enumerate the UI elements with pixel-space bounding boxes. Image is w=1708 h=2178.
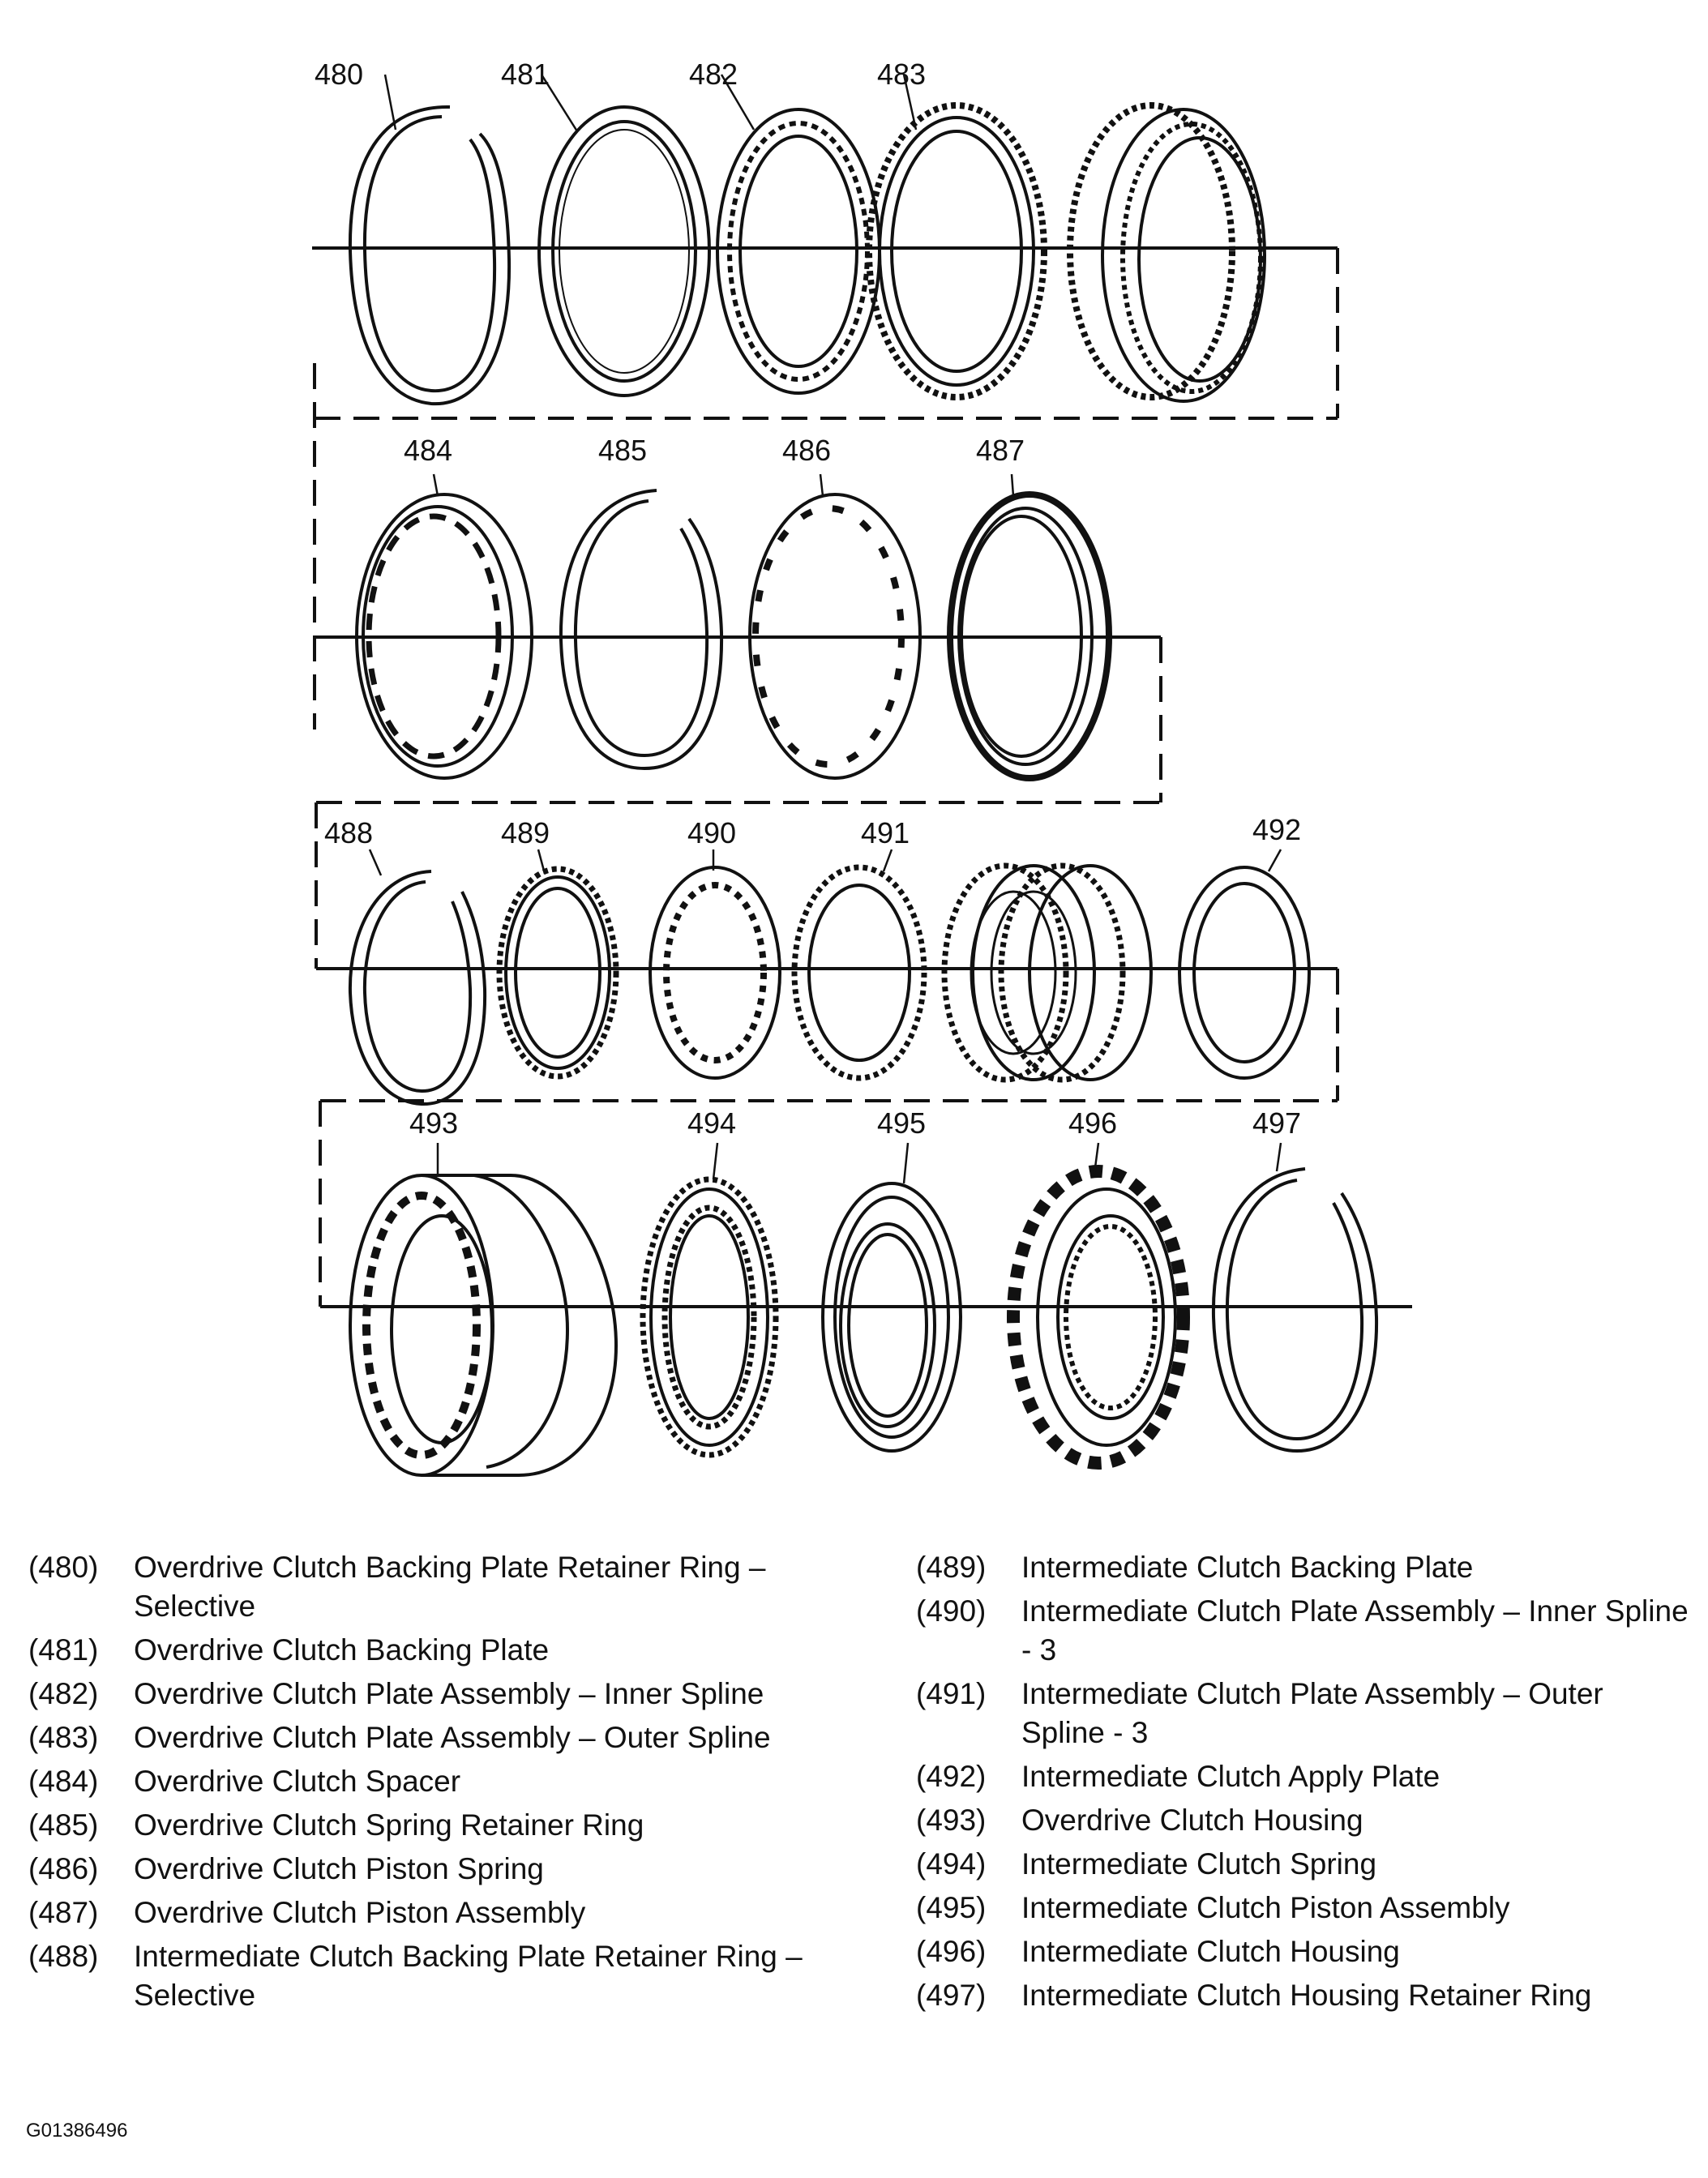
part-495-piston-assembly bbox=[823, 1183, 961, 1451]
part-488-backing-plate-retainer-ring bbox=[350, 871, 485, 1104]
part-481-backing-plate bbox=[539, 107, 709, 396]
legend-description: Intermediate Clutch Housing bbox=[1021, 1935, 1400, 1968]
legend-item bbox=[916, 1548, 1694, 1587]
callout-488: 488 bbox=[324, 816, 374, 849]
callout-485: 485 bbox=[598, 434, 648, 467]
callout-497: 497 bbox=[1252, 1106, 1302, 1140]
legend-description: Overdrive Clutch Backing Plate Retainer Ring – Selective bbox=[134, 1551, 766, 1623]
assembly-axis-lines bbox=[312, 248, 1412, 1307]
legend-number: (487) bbox=[28, 1896, 99, 1929]
legend-number: (496) bbox=[916, 1935, 987, 1968]
legend-number: (485) bbox=[28, 1808, 99, 1842]
legend-description: Overdrive Clutch Housing bbox=[1021, 1804, 1363, 1837]
legend-description: Intermediate Clutch Backing Plate Retainer Ring – Selective bbox=[134, 1940, 803, 2012]
callout-leader-488 bbox=[370, 849, 381, 875]
part-483-plate-outer-spline bbox=[869, 105, 1044, 397]
part-497-housing-retainer-ring bbox=[1214, 1169, 1376, 1451]
legend-description: Overdrive Clutch Plate Assembly – Outer Spline bbox=[134, 1721, 771, 1754]
callout-496: 496 bbox=[1068, 1106, 1118, 1140]
legend-item bbox=[916, 1976, 1694, 2015]
legend-description: Overdrive Clutch Piston Spring bbox=[134, 1852, 544, 1885]
legend-description: Overdrive Clutch Spacer bbox=[134, 1765, 461, 1798]
legend-number: (481) bbox=[28, 1633, 99, 1667]
callout-480: 480 bbox=[315, 58, 364, 91]
callout-487: 487 bbox=[976, 434, 1025, 467]
figure-id: G01386496 bbox=[26, 2120, 128, 2142]
callout-492: 492 bbox=[1252, 813, 1302, 846]
callout-leader-489 bbox=[538, 849, 545, 874]
callout-leader-492 bbox=[1269, 849, 1281, 871]
callout-leader-480 bbox=[385, 75, 396, 130]
legend-number: (482) bbox=[28, 1677, 99, 1710]
callout-494: 494 bbox=[687, 1106, 737, 1140]
legend-number: (484) bbox=[28, 1765, 99, 1798]
legend-description: Overdrive Clutch Plate Assembly – Inner Spline bbox=[134, 1677, 764, 1710]
legend-left-column bbox=[28, 1548, 807, 2020]
legend-description: Intermediate Clutch Plate Assembly – Outer Spline - 3 bbox=[1021, 1677, 1603, 1749]
callout-482: 482 bbox=[689, 58, 738, 91]
legend-item bbox=[28, 1850, 807, 1889]
legend-item bbox=[916, 1757, 1694, 1796]
legend-number: (486) bbox=[28, 1852, 99, 1885]
legend-item bbox=[916, 1932, 1694, 1971]
part-490-491-plate-stack bbox=[944, 866, 1151, 1080]
callout-489: 489 bbox=[501, 816, 550, 849]
legend-number: (491) bbox=[916, 1677, 987, 1710]
legend-number: (490) bbox=[916, 1594, 987, 1628]
part-492-apply-plate bbox=[1179, 867, 1309, 1078]
legend-item bbox=[916, 1801, 1694, 1840]
callout-leader-486 bbox=[820, 474, 823, 496]
part-489-backing-plate bbox=[499, 869, 616, 1076]
part-480-retainer-ring bbox=[350, 107, 509, 404]
callout-leader-487 bbox=[1012, 474, 1013, 496]
part-483-plate-stack bbox=[1070, 105, 1265, 401]
part-496-intermediate-clutch-housing bbox=[1013, 1171, 1184, 1463]
legend-number: (488) bbox=[28, 1940, 99, 1973]
part-485-spring-retainer-ring bbox=[561, 490, 721, 768]
legend-item bbox=[28, 1718, 807, 1757]
legend-description: Intermediate Clutch Spring bbox=[1021, 1847, 1377, 1881]
legend-number: (497) bbox=[916, 1979, 987, 2012]
legend-description: Intermediate Clutch Piston Assembly bbox=[1021, 1891, 1510, 1924]
part-491-plate-outer-spline bbox=[794, 867, 924, 1078]
legend-item bbox=[28, 1806, 807, 1845]
legend-number: (483) bbox=[28, 1721, 99, 1754]
callout-leader-484 bbox=[434, 474, 438, 496]
callout-491: 491 bbox=[861, 816, 910, 849]
part-490-plate-inner-spline bbox=[650, 867, 780, 1078]
legend-right-column bbox=[916, 1548, 1694, 2020]
legend-description: Overdrive Clutch Piston Assembly bbox=[134, 1896, 586, 1929]
legend-item bbox=[28, 1893, 807, 1932]
legend-number: (495) bbox=[916, 1891, 987, 1924]
legend-item bbox=[916, 1845, 1694, 1884]
callout-leader-491 bbox=[884, 849, 892, 871]
legend-item bbox=[916, 1675, 1694, 1752]
legend-item bbox=[28, 1548, 807, 1626]
callout-490: 490 bbox=[687, 816, 737, 849]
legend-description: Intermediate Clutch Apply Plate bbox=[1021, 1760, 1440, 1793]
callout-493: 493 bbox=[409, 1106, 459, 1140]
legend-description: Intermediate Clutch Housing Retainer Ring bbox=[1021, 1979, 1592, 2012]
legend-number: (493) bbox=[916, 1804, 987, 1837]
legend-description: Overdrive Clutch Backing Plate bbox=[134, 1633, 550, 1667]
callout-495: 495 bbox=[877, 1106, 927, 1140]
legend-item bbox=[28, 1762, 807, 1801]
legend-number: (492) bbox=[916, 1760, 987, 1793]
callout-leader-494 bbox=[713, 1143, 717, 1179]
legend-number: (494) bbox=[916, 1847, 987, 1881]
part-494-intermediate-spring bbox=[643, 1179, 776, 1455]
callout-leader-497 bbox=[1277, 1143, 1281, 1171]
legend-description: Intermediate Clutch Backing Plate bbox=[1021, 1551, 1474, 1584]
legend-item bbox=[28, 1937, 807, 2015]
legend-item bbox=[916, 1592, 1694, 1670]
part-482-plate-inner-spline bbox=[717, 109, 880, 393]
legend-description: Overdrive Clutch Spring Retainer Ring bbox=[134, 1808, 644, 1842]
legend-description: Intermediate Clutch Plate Assembly – Inner Spline - 3 bbox=[1021, 1594, 1689, 1667]
callout-484: 484 bbox=[404, 434, 453, 467]
callout-483: 483 bbox=[877, 58, 927, 91]
callout-481: 481 bbox=[501, 58, 550, 91]
legend-item bbox=[28, 1631, 807, 1670]
legend-item bbox=[916, 1889, 1694, 1928]
legend-number: (489) bbox=[916, 1551, 987, 1584]
legend-number: (480) bbox=[28, 1551, 99, 1584]
legend-item bbox=[28, 1675, 807, 1714]
callout-leader-495 bbox=[904, 1143, 908, 1183]
part-493-overdrive-clutch-housing bbox=[350, 1175, 616, 1475]
callout-486: 486 bbox=[782, 434, 832, 467]
